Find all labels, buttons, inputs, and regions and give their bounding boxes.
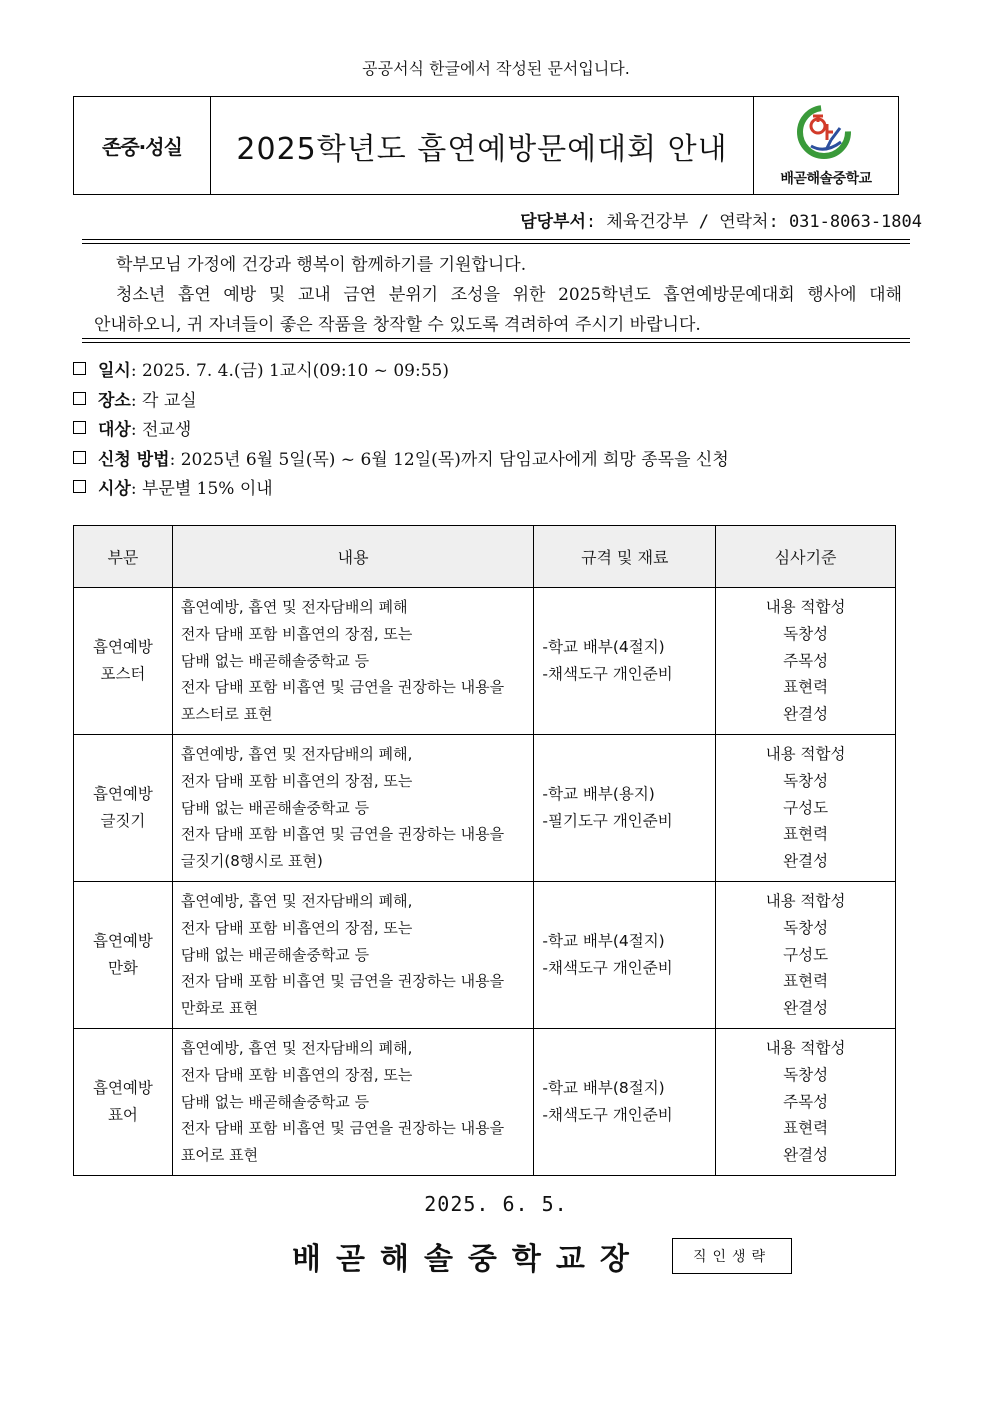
checkbox-icon xyxy=(73,480,86,493)
divider xyxy=(82,338,910,339)
school-logo-cell xyxy=(754,97,898,194)
header-category: 부문 xyxy=(74,526,173,588)
checkbox-icon xyxy=(73,362,86,375)
divider xyxy=(82,243,910,244)
logo-school-name: 배곧해솔중학교 xyxy=(780,170,872,187)
school-logo-icon xyxy=(791,104,861,164)
school-slogan: 존중·성실 xyxy=(102,135,182,159)
criteria-cell: 내용 적합성 독창성 주목성 표현력 완결성 xyxy=(716,588,896,735)
category-cell: 흡연예방 표어 xyxy=(74,1029,173,1176)
info-item-award: 시상 : 부문별 15% 이내 xyxy=(73,472,729,502)
table-header-row xyxy=(74,526,896,588)
content-cell: 흡연예방, 흡연 및 전자담배의 폐해 전자 담배 포함 비흡연의 장점, 또는 담배 없는 배곧해솔중학교 등 전자 담배 포함 비흡연 및 금연을 권장하는 내용을 포스터로 표현 xyxy=(172,588,534,735)
table-row xyxy=(74,1029,896,1176)
info-item-date: 일시 : 2025. 7. 4.(금) 1교시(09:10 ~ 09:55) xyxy=(73,354,729,384)
table-row xyxy=(74,735,896,882)
category-cell: 흡연예방 만화 xyxy=(74,882,173,1029)
checkbox-icon xyxy=(73,451,86,464)
criteria-cell: 내용 적합성 독창성 구성도 표현력 완결성 xyxy=(716,882,896,1029)
document-header xyxy=(73,96,899,195)
divider xyxy=(82,342,910,343)
criteria-cell: 내용 적합성 독창성 구성도 표현력 완결성 xyxy=(716,735,896,882)
dept-value: : 체육건강부 / xyxy=(585,212,720,232)
info-item-target: 대상 : 전교생 xyxy=(73,413,729,443)
header-criteria: 심사기준 xyxy=(716,526,896,588)
slogan-cell xyxy=(74,97,211,194)
criteria-cell: 내용 적합성 독창성 주목성 표현력 완결성 xyxy=(716,1029,896,1176)
checkbox-icon xyxy=(73,421,86,434)
checkbox-icon xyxy=(73,392,86,405)
spec-cell: -학교 배부(4절지) -채색도구 개인준비 xyxy=(534,588,716,735)
info-item-apply: 신청 방법 : 2025년 6월 5일(목) ~ 6월 12일(목)까지 담임교사에게 희망 종목을 신청 xyxy=(73,443,729,473)
intro-line: 청소년 흡연 예방 및 교내 금연 분위기 조성을 위한 2025학년도 흡연예방문예대회 행사에 대해 xyxy=(116,285,902,305)
table-row xyxy=(74,588,896,735)
spec-cell: -학교 배부(4절지) -채색도구 개인준비 xyxy=(534,882,716,1029)
content-cell: 흡연예방, 흡연 및 전자담배의 폐해, 전자 담배 포함 비흡연의 장점, 또는 담배 없는 배곧해솔중학교 등 전자 담배 포함 비흡연 및 금연을 권장하는 내용을 만화로 표현 xyxy=(172,882,534,1029)
phone-label: 연락처 xyxy=(719,212,769,232)
issue-date: 2025. 6. 5. xyxy=(424,1192,568,1216)
content-cell: 흡연예방, 흡연 및 전자담배의 폐해, 전자 담배 포함 비흡연의 장점, 또는 담배 없는 배곧해솔중학교 등 전자 담배 포함 비흡연 및 금연을 권장하는 내용을 글짓기(8행시로 표현) xyxy=(172,735,534,882)
principal-signature: 배곧해솔중학교장 xyxy=(292,1242,644,1277)
category-cell: 흡연예방 글짓기 xyxy=(74,735,173,882)
intro-line: 학부모님 가정에 건강과 행복이 함께하기를 기원합니다. xyxy=(116,255,527,275)
content-cell: 흡연예방, 흡연 및 전자담배의 폐해, 전자 담배 포함 비흡연의 장점, 또는 담배 없는 배곧해솔중학교 등 전자 담배 포함 비흡연 및 금연을 권장하는 내용을 표어로 표현 xyxy=(172,1029,534,1176)
info-list xyxy=(73,354,729,502)
table-row xyxy=(74,882,896,1029)
info-item-place: 장소 : 각 교실 xyxy=(73,384,729,414)
header-spec: 규격 및 재료 xyxy=(534,526,716,588)
title-cell xyxy=(211,97,754,194)
spec-cell: -학교 배부(8절지) -채색도구 개인준비 xyxy=(534,1029,716,1176)
intro-line: 안내하오니, 귀 자녀들이 좋은 작품을 창작할 수 있도록 격려하여 주시기 바랍니다. xyxy=(94,315,701,335)
spec-cell: -학교 배부(용지) -필기도구 개인준비 xyxy=(534,735,716,882)
category-cell: 흡연예방 포스터 xyxy=(74,588,173,735)
dept-label: 담당부서 xyxy=(520,212,586,232)
header-content: 내용 xyxy=(172,526,534,588)
seal-omitted-box: 직인생략 xyxy=(672,1238,792,1274)
contact-line xyxy=(520,207,922,232)
intro-paragraph xyxy=(82,250,902,340)
document-title: 2025학년도 흡연예방문예대회 안내 xyxy=(236,131,728,167)
phone-value: : 031-8063-1804 xyxy=(768,212,922,232)
contest-table xyxy=(73,525,896,1176)
public-form-note: 공공서식 한글에서 작성된 문서입니다. xyxy=(362,59,630,78)
divider xyxy=(82,239,910,240)
